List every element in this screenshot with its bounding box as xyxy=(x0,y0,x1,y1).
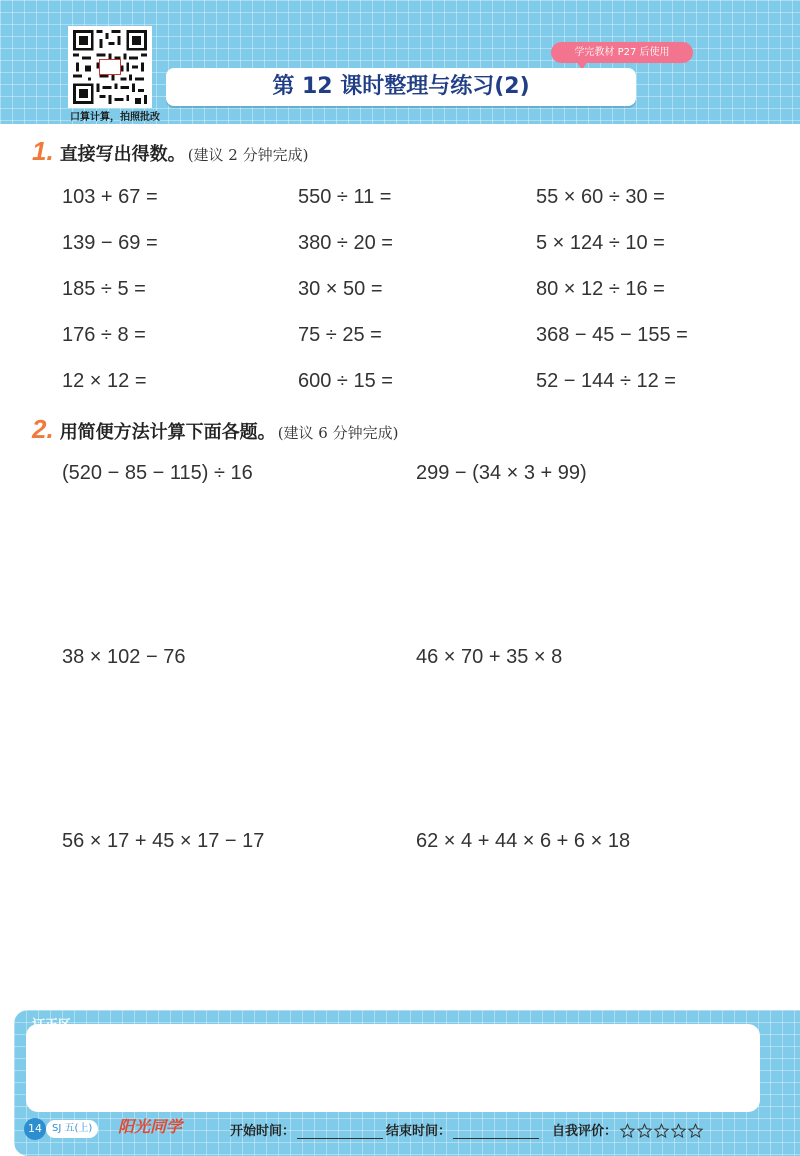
end-time-input[interactable] xyxy=(453,1123,539,1139)
start-time-input[interactable] xyxy=(297,1123,383,1139)
brand-logo: 阳光同学 xyxy=(118,1117,183,1136)
section-1-title: 直接写出得数。 xyxy=(59,144,186,165)
oral-problem: 80 × 12 ÷ 16 = xyxy=(536,278,665,300)
grade-badge: SJ 五(上) xyxy=(46,1120,98,1138)
oral-problem: 176 ÷ 8 = xyxy=(62,324,146,346)
qr-code-icon xyxy=(72,30,148,104)
section-2-title: 用简便方法计算下面各题。 xyxy=(59,422,276,443)
star-icon[interactable] xyxy=(653,1123,670,1139)
section-2-heading xyxy=(32,414,398,445)
simplify-problem: 62 × 4 + 44 × 6 + 6 × 18 xyxy=(416,830,631,852)
self-eval-field xyxy=(552,1120,704,1139)
section-2-number: 2. xyxy=(32,414,54,444)
oral-problem: 600 ÷ 15 = xyxy=(298,370,393,392)
star-icon[interactable] xyxy=(619,1123,636,1139)
oral-problem: 5 × 124 ÷ 10 = xyxy=(536,232,665,254)
oral-problem: 185 ÷ 5 = xyxy=(62,278,146,300)
simplify-problem: 299 − (34 × 3 + 99) xyxy=(416,462,587,484)
qr-caption: 口算计算，拍照批改 xyxy=(70,112,160,123)
simplify-problem: 38 × 102 − 76 xyxy=(62,646,186,668)
correction-label: 订正区 xyxy=(32,1018,72,1033)
simplify-problem: (520 − 85 − 115) ÷ 16 xyxy=(62,462,253,484)
star-icon[interactable] xyxy=(670,1123,687,1139)
oral-problem: 380 ÷ 20 = xyxy=(298,232,393,254)
section-2-hint: (建议 6 分钟完成) xyxy=(277,424,399,442)
lesson-title: 整理与练习(2) xyxy=(384,74,530,99)
oral-problem: 368 − 45 − 155 = xyxy=(536,324,688,346)
usage-badge: 学完教材 P27 后使用 xyxy=(551,42,693,63)
oral-problem: 12 × 12 = xyxy=(62,370,147,392)
oral-problem: 139 − 69 = xyxy=(62,232,158,254)
self-eval-label: 自我评价： xyxy=(552,1124,618,1139)
oral-problem: 550 ÷ 11 = xyxy=(298,186,392,208)
rating-stars[interactable] xyxy=(619,1123,704,1139)
oral-problem: 30 × 50 = xyxy=(298,278,383,300)
section-1-heading xyxy=(32,136,308,167)
oral-problem: 75 ÷ 25 = xyxy=(298,324,382,346)
end-time-label: 结束时间： xyxy=(386,1124,452,1139)
end-time-field xyxy=(386,1120,539,1139)
section-1-number: 1. xyxy=(32,136,54,166)
qr-code[interactable] xyxy=(68,26,152,108)
correction-box[interactable] xyxy=(26,1024,760,1112)
start-time-field xyxy=(230,1120,383,1139)
page-number: 14 xyxy=(24,1118,46,1140)
lesson-number: 第 12 课时 xyxy=(272,74,385,99)
section-1-hint: (建议 2 分钟完成) xyxy=(187,146,309,164)
oral-problem: 103 + 67 = xyxy=(62,186,158,208)
oral-problem: 55 × 60 ÷ 30 = xyxy=(536,186,665,208)
star-icon[interactable] xyxy=(687,1123,704,1139)
simplify-problem: 56 × 17 + 45 × 17 − 17 xyxy=(62,830,265,852)
start-time-label: 开始时间： xyxy=(230,1124,296,1139)
simplify-problem: 46 × 70 + 35 × 8 xyxy=(416,646,563,668)
lesson-title-bar xyxy=(166,68,636,106)
oral-problem: 52 − 144 ÷ 12 = xyxy=(536,370,676,392)
star-icon[interactable] xyxy=(636,1123,653,1139)
